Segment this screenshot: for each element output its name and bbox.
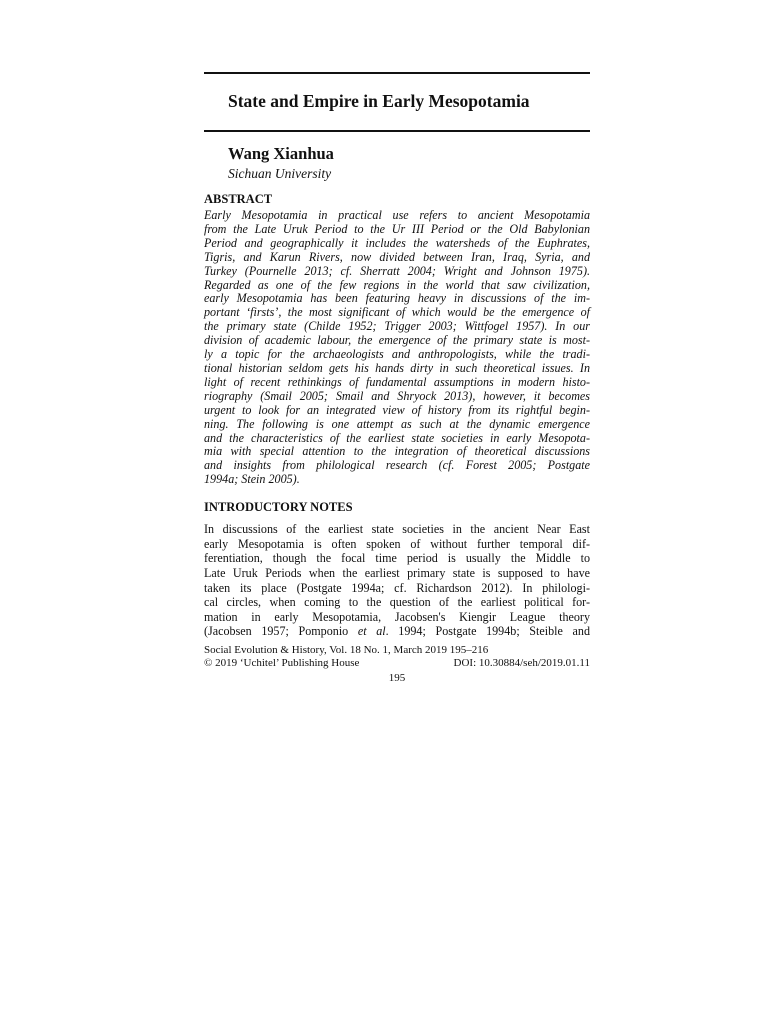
article-page: [204, 72, 590, 685]
intro-line-emphasis: et al: [357, 624, 386, 639]
abstract-heading: ABSTRACT: [204, 192, 273, 206]
title-rule: [204, 130, 590, 132]
abstract-line: tional historian seldom gets his hands dirty in such theoretical issues. In: [204, 360, 590, 375]
intro-text: [204, 522, 590, 639]
abstract-line: Early Mesopotamia in practical use refers to ancient Mesopotamia: [204, 208, 590, 222]
intro-line: early Mesopotamia is often spoken of without further temporal dif-: [204, 536, 590, 551]
author-name: Wang Xianhua: [228, 144, 334, 163]
abstract-line: division of academic labour, the emergence of the primary state is most-: [204, 333, 590, 348]
abstract-line: Tigris, and Karun Rivers, now divided between Iran, Iraq, Syria, and: [204, 249, 590, 264]
top-rule: [204, 72, 590, 74]
abstract-line: and the characteristics of the earliest state societies in early Mesopota-: [204, 430, 590, 445]
footer-row: [204, 657, 590, 671]
abstract-text: [204, 209, 590, 487]
intro-line-part: (Jacobsen 1957; Pomponio: [204, 624, 358, 639]
copyright-notice: © 2019 ‘Uchitel’ Publishing House: [204, 657, 360, 670]
intro-line: In discussions of the earliest state societies in the ancient Near East: [204, 522, 590, 537]
intro-line: mation in early Mesopotamia, Jacobsen's Kiengir League theory: [204, 609, 590, 624]
abstract-line: mia with special attention to the integration of theoretical discussions: [204, 444, 590, 459]
abstract-line: early Mesopotamia has been featuring heavy in discussions of the im-: [204, 291, 590, 306]
abstract-line: light of recent rethinkings of fundamental assumptions in modern histo-: [204, 374, 590, 389]
journal-citation: Social Evolution & History, Vol. 18 No. 1, March 2019 195–216: [204, 643, 489, 656]
abstract-line: from the Late Uruk Period to the Ur III Period or the Old Babylonian: [204, 221, 590, 236]
abstract-line: ning. The following is one attempt as such at the dynamic emergence: [204, 416, 590, 431]
article-title: State and Empire in Early Mesopotamia: [228, 91, 530, 111]
abstract-line: Period and geographically it includes the watersheds of the Euphrates,: [204, 235, 590, 250]
abstract-line: 1994a; Stein 2005).: [204, 472, 300, 487]
intro-line: cal circles, when coming to the question of the earliest political for-: [204, 595, 590, 610]
intro-line: taken its place (Postgate 1994a; cf. Richardson 2012). In philologi-: [204, 580, 590, 595]
intro-line: ferentiation, though the focal time period is usually the Middle to: [204, 551, 590, 566]
abstract-line: portant ‘firsts’, the most significant of which would be the emergence of: [204, 305, 590, 320]
author-affiliation: Sichuan University: [228, 166, 332, 181]
page-footer: [204, 644, 590, 671]
abstract-line: Turkey (Pournelle 2013; cf. Sherratt 2004; Wright and Johnson 1975).: [204, 263, 590, 278]
doi-link[interactable]: DOI: 10.30884/seh/2019.01.11: [453, 657, 590, 670]
abstract-line: the primary state (Childe 1952; Trigger 2003; Wittfogel 1957). In our: [204, 319, 590, 334]
intro-line: Late Uruk Periods when the earliest primary state is supposed to have: [204, 565, 590, 580]
abstract-line: Regarded as one of the few regions in the world that saw civilization,: [204, 277, 590, 292]
abstract-line: and insights from philological research (cf. Forest 2005; Postgate: [204, 458, 590, 473]
abstract-line: riography (Smail 2005; Smail and Shryock 2013), however, it becomes: [204, 388, 590, 403]
intro-line: [204, 624, 590, 639]
page-number: 195: [388, 671, 406, 684]
intro-line-part: . 1994; Postgate 1994b; Steible and: [385, 624, 590, 639]
abstract-line: urgent to look for an integrated view of history from its rightful begin-: [204, 402, 590, 417]
abstract-line: ly a topic for the archaeologists and anthropologists, while the tradi-: [204, 347, 590, 362]
intro-heading: INTRODUCTORY NOTES: [204, 500, 353, 515]
